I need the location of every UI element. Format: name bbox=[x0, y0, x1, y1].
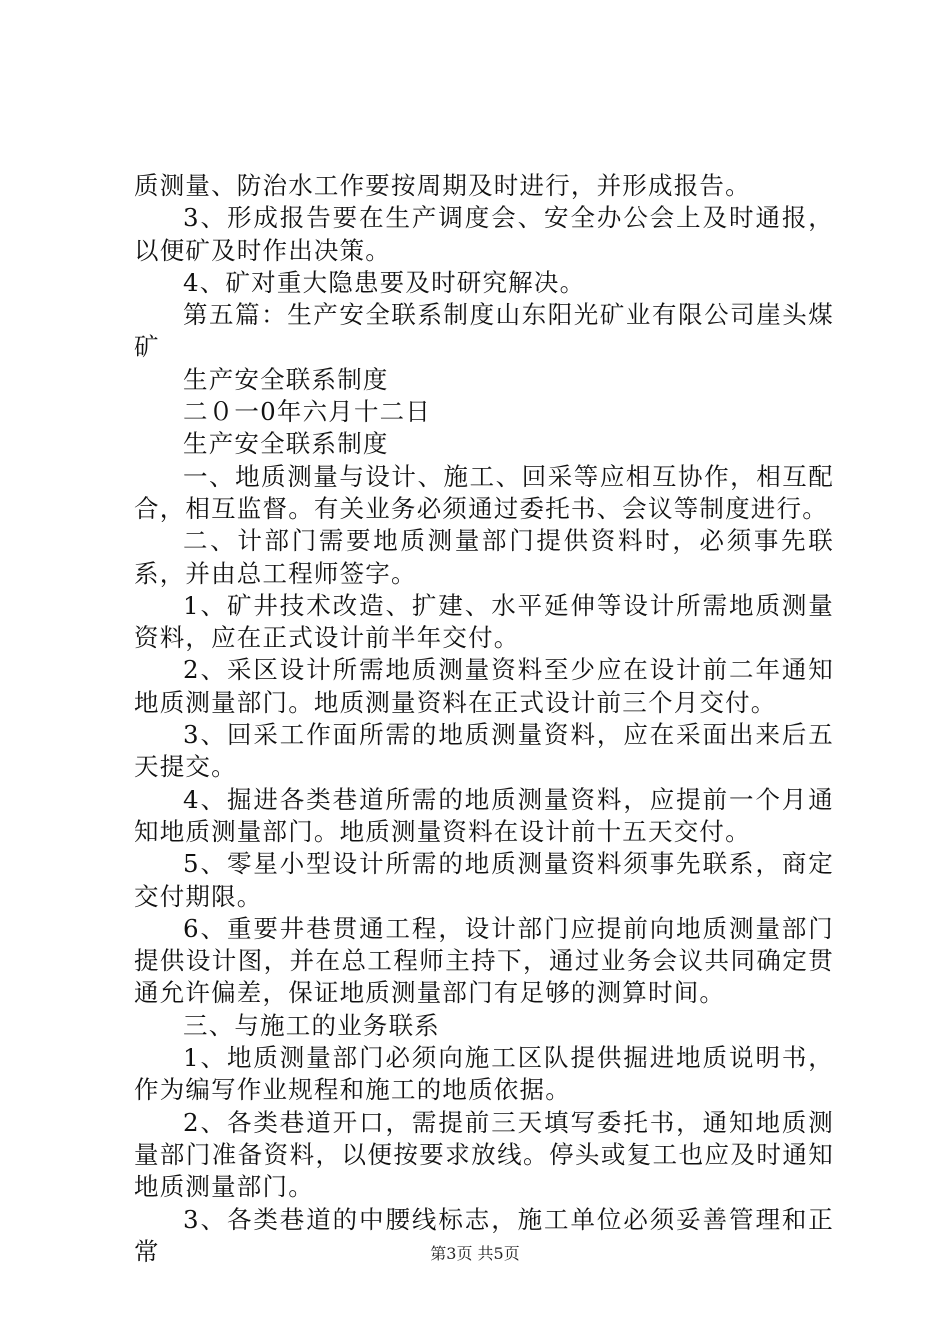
clause-three-item-3: 3、各类巷道的中腰线标志，施工单位必须妥善管理和正常 bbox=[134, 1204, 834, 1266]
clause-three-item-2: 2、各类巷道开口，需提前三天填写委托书，通知地质测量部门准备资料，以便按要求放线。停头或复工也应及时通知地质测量部门。 bbox=[134, 1107, 834, 1202]
document-body bbox=[134, 170, 834, 1268]
paragraph-item-3: 3、形成报告要在生产调度会、安全办公会上及时通报，以便矿及时作出决策。 bbox=[134, 203, 834, 265]
section-heading: 第五篇：生产安全联系制度山东阳光矿业有限公司崖头煤矿 bbox=[134, 300, 834, 362]
clause-two: 二、计部门需要地质测量部门提供资料时，必须事先联系，并由总工程师签字。 bbox=[134, 526, 834, 588]
clause-one: 一、地质测量与设计、施工、回采等应相互协作，相互配合，相互监督。有关业务必须通过委托书、会议等制度进行。 bbox=[134, 461, 834, 523]
clause-two-item-3: 3、回采工作面所需的地质测量资料，应在采面出来后五天提交。 bbox=[134, 720, 834, 782]
document-subtitle: 生产安全联系制度 bbox=[183, 429, 389, 459]
paragraph-continuation: 质测量、防治水工作要按周期及时进行，并形成报告。 bbox=[134, 171, 751, 200]
clause-two-item-2: 2、采区设计所需地质测量资料至少应在设计前二年通知地质测量部门。地质测量资料在正式设计前三个月交付。 bbox=[134, 655, 834, 717]
page-number: 第3页 共5页 bbox=[430, 1244, 520, 1263]
clause-three-item-1: 1、地质测量部门必须向施工区队提供掘进地质说明书，作为编写作业规程和施工的地质依据。 bbox=[134, 1043, 834, 1105]
clause-two-item-6: 6、重要井巷贯通工程，设计部门应提前向地质测量部门提供设计图，并在总工程师主持下，通过业务会议共同确定贯通允许偏差，保证地质测量部门有足够的测算时间。 bbox=[134, 913, 834, 1008]
paragraph-item-4: 4、矿对重大隐患要及时研究解决。 bbox=[183, 267, 586, 297]
document-date: 二０一0年六月十二日 bbox=[183, 397, 432, 427]
document-title: 生产安全联系制度 bbox=[183, 364, 389, 394]
clause-three: 三、与施工的业务联系 bbox=[183, 1010, 440, 1040]
clause-two-item-1: 1、矿井技术改造、扩建、水平延伸等设计所需地质测量资料，应在正式设计前半年交付。 bbox=[134, 590, 834, 653]
clause-two-item-5: 5、零星小型设计所需的地质测量资料须事先联系，商定交付期限。 bbox=[134, 849, 834, 911]
clause-two-item-4: 4、掘进各类巷道所需的地质测量资料，应提前一个月通知地质测量部门。地质测量资料在设计前十五天交付。 bbox=[134, 784, 834, 846]
